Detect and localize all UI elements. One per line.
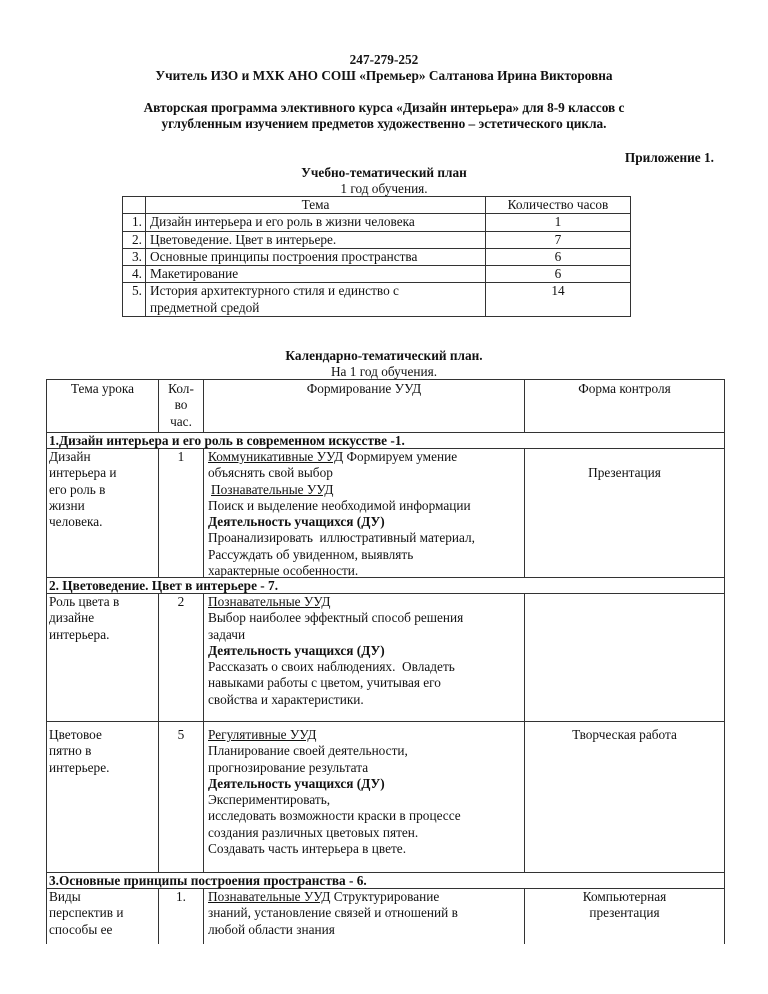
plan1-title: Учебно-тематический план (301, 165, 467, 180)
plan1-hours-header: Количество часов (486, 197, 631, 214)
row-hours: 7 (486, 231, 631, 248)
teacher-line: Учитель ИЗО и МХК АНО СОШ «Премьер» Салтанова Ирина Викторовна (155, 68, 613, 83)
uud-text: Экспериментировать, (208, 792, 331, 808)
uud-text: исследовать возможности краски в процессе (208, 808, 461, 824)
section-title: 3.Основные принципы построения пространства - 6. (49, 873, 367, 888)
lesson-topic-line: интерьера и (49, 465, 117, 481)
uud-text: свойства и характеристики. (208, 691, 364, 707)
lesson-topic-line: перспектив и (49, 905, 124, 921)
uud-heading: Познавательные УУД (211, 481, 334, 497)
row-topic-line: предметной средой (150, 299, 260, 315)
lesson-topic-line: Роль цвета в (49, 594, 120, 609)
uud-text: Создавать часть интерьера в цвете. (208, 841, 407, 857)
lesson-topic-line: Цветовое (49, 727, 102, 742)
uud-text: Проанализировать иллюстративный материал, (208, 530, 475, 546)
lesson-topic (49, 449, 117, 530)
program-title-line1: Авторская программа элективного курса «Дизайн интерьера» для 8-9 классов с (143, 100, 625, 115)
lesson-topic-line: жизни (49, 497, 85, 513)
plan1-topic-header: Тема (146, 197, 486, 214)
lesson-topic-line: Виды (49, 889, 81, 904)
uud-text: Выбор наиболее эффектный способ решения (208, 610, 464, 626)
plan1-header-row (123, 197, 631, 214)
lesson-topic-line: интерьера. (49, 626, 110, 642)
lesson-control-line: презентация (589, 905, 660, 921)
plan2-title: Календарно-тематический план. (285, 348, 483, 363)
row-hours: 14 (486, 283, 631, 317)
plan2-subtitle: На 1 год обучения. (330, 364, 438, 379)
lesson-topic-line: способы ее (49, 921, 113, 937)
row-number: 5. (123, 283, 146, 317)
lesson-topic (49, 594, 119, 643)
table-row (123, 231, 631, 248)
row-topic (146, 283, 486, 317)
uud-text: любой области знания (208, 921, 335, 937)
appendix-label: Приложение 1. (624, 150, 714, 165)
lesson-topic-line: дизайне (49, 610, 95, 626)
header-control: Форма контроля (578, 381, 671, 396)
uud-text: прогнозирование результата (208, 759, 369, 775)
table-row (123, 266, 631, 283)
lesson-topic-line: пятно в (49, 743, 92, 759)
activity-heading: Деятельность учащихся (ДУ) (208, 514, 385, 530)
lesson-control: Творческая работа (572, 727, 677, 742)
lesson-control: Презентация (588, 465, 661, 480)
document-code: 247-279-252 (349, 52, 419, 67)
activity-heading: Деятельность учащихся (ДУ) (208, 642, 385, 658)
lesson-topic-line: человека. (49, 514, 103, 530)
lesson-count: 1 (177, 449, 185, 464)
section-title: 1.Дизайн интерьера и его роль в современном искусстве -1. (49, 433, 405, 448)
uud-text: задачи (208, 626, 246, 642)
uud-text: Рассказать о своих наблюдениях. Овладеть (208, 659, 455, 675)
lesson-topic (49, 889, 124, 938)
lesson-count: 5 (177, 727, 185, 742)
uud-text: создания различных цветовых пятен. (208, 824, 419, 840)
lesson-uud (208, 727, 461, 857)
row-topic-line: История архитектурного стиля и единство с (150, 283, 399, 299)
row-number: 3. (123, 248, 146, 265)
row-hours: 1 (486, 214, 631, 231)
row-topic: Макетирование (146, 266, 486, 283)
uud-text: объяснять свой выбор (208, 465, 333, 481)
program-title-line2: углубленным изучением предметов художественно – эстетического цикла. (161, 116, 607, 131)
row-hours: 6 (486, 266, 631, 283)
lesson-control (525, 889, 724, 922)
header-uud: Формирование УУД (306, 381, 422, 396)
table-row (123, 248, 631, 265)
lesson-count: 2 (177, 594, 185, 609)
table-row (123, 214, 631, 231)
plan1-table (122, 196, 631, 317)
row-topic: Основные принципы построения пространства (146, 248, 486, 265)
row-hours: 6 (486, 248, 631, 265)
uud-text: Структурирование (330, 889, 440, 904)
uud-text: знаний, установление связей и отношений в (208, 905, 458, 921)
plan1-subtitle: 1 год обучения. (340, 181, 428, 196)
lesson-uud (208, 594, 463, 708)
uud-text: Рассуждать об увиденном, выявлять (208, 546, 414, 562)
uud-heading: Познавательные УУД (208, 594, 331, 609)
lesson-topic-line: его роль в (49, 481, 106, 497)
uud-heading: Коммуникативные УУД (208, 449, 344, 464)
row-topic: Дизайн интерьера и его роль в жизни человека (146, 214, 486, 231)
row-number: 1. (123, 214, 146, 231)
uud-heading: Регулятивные УУД (208, 727, 317, 742)
header-count-line: Кол- (168, 381, 194, 396)
lesson-uud (208, 449, 475, 579)
header-count-line: во (174, 397, 188, 413)
row-number: 4. (123, 266, 146, 283)
uud-text: характерные особенности. (208, 563, 359, 579)
uud-text: Формируем умение (343, 449, 458, 464)
row-number: 2. (123, 231, 146, 248)
header-count (159, 381, 203, 430)
header-count-line: час. (170, 413, 192, 429)
uud-text: Поиск и выделение необходимой информации (208, 497, 471, 513)
lesson-count: 1. (176, 889, 186, 904)
uud-text: навыками работы с цветом, учитывая его (208, 675, 441, 691)
lesson-topic-line: интерьере. (49, 759, 110, 775)
lesson-control-line: Компьютерная (582, 889, 667, 904)
lesson-topic (49, 727, 109, 776)
activity-heading: Деятельность учащихся (ДУ) (208, 775, 385, 791)
row-topic: Цветоведение. Цвет в интерьере. (146, 231, 486, 248)
lesson-uud (208, 889, 458, 938)
uud-text: Планирование своей деятельности, (208, 743, 408, 759)
section-title: 2. Цветоведение. Цвет в интерьере - 7. (49, 578, 279, 593)
header-topic: Тема урока (70, 381, 135, 396)
plan1-num-header (123, 197, 146, 214)
table-row (123, 283, 631, 317)
lesson-topic-line: Дизайн (49, 449, 91, 464)
uud-heading: Познавательные УУД (208, 889, 331, 904)
